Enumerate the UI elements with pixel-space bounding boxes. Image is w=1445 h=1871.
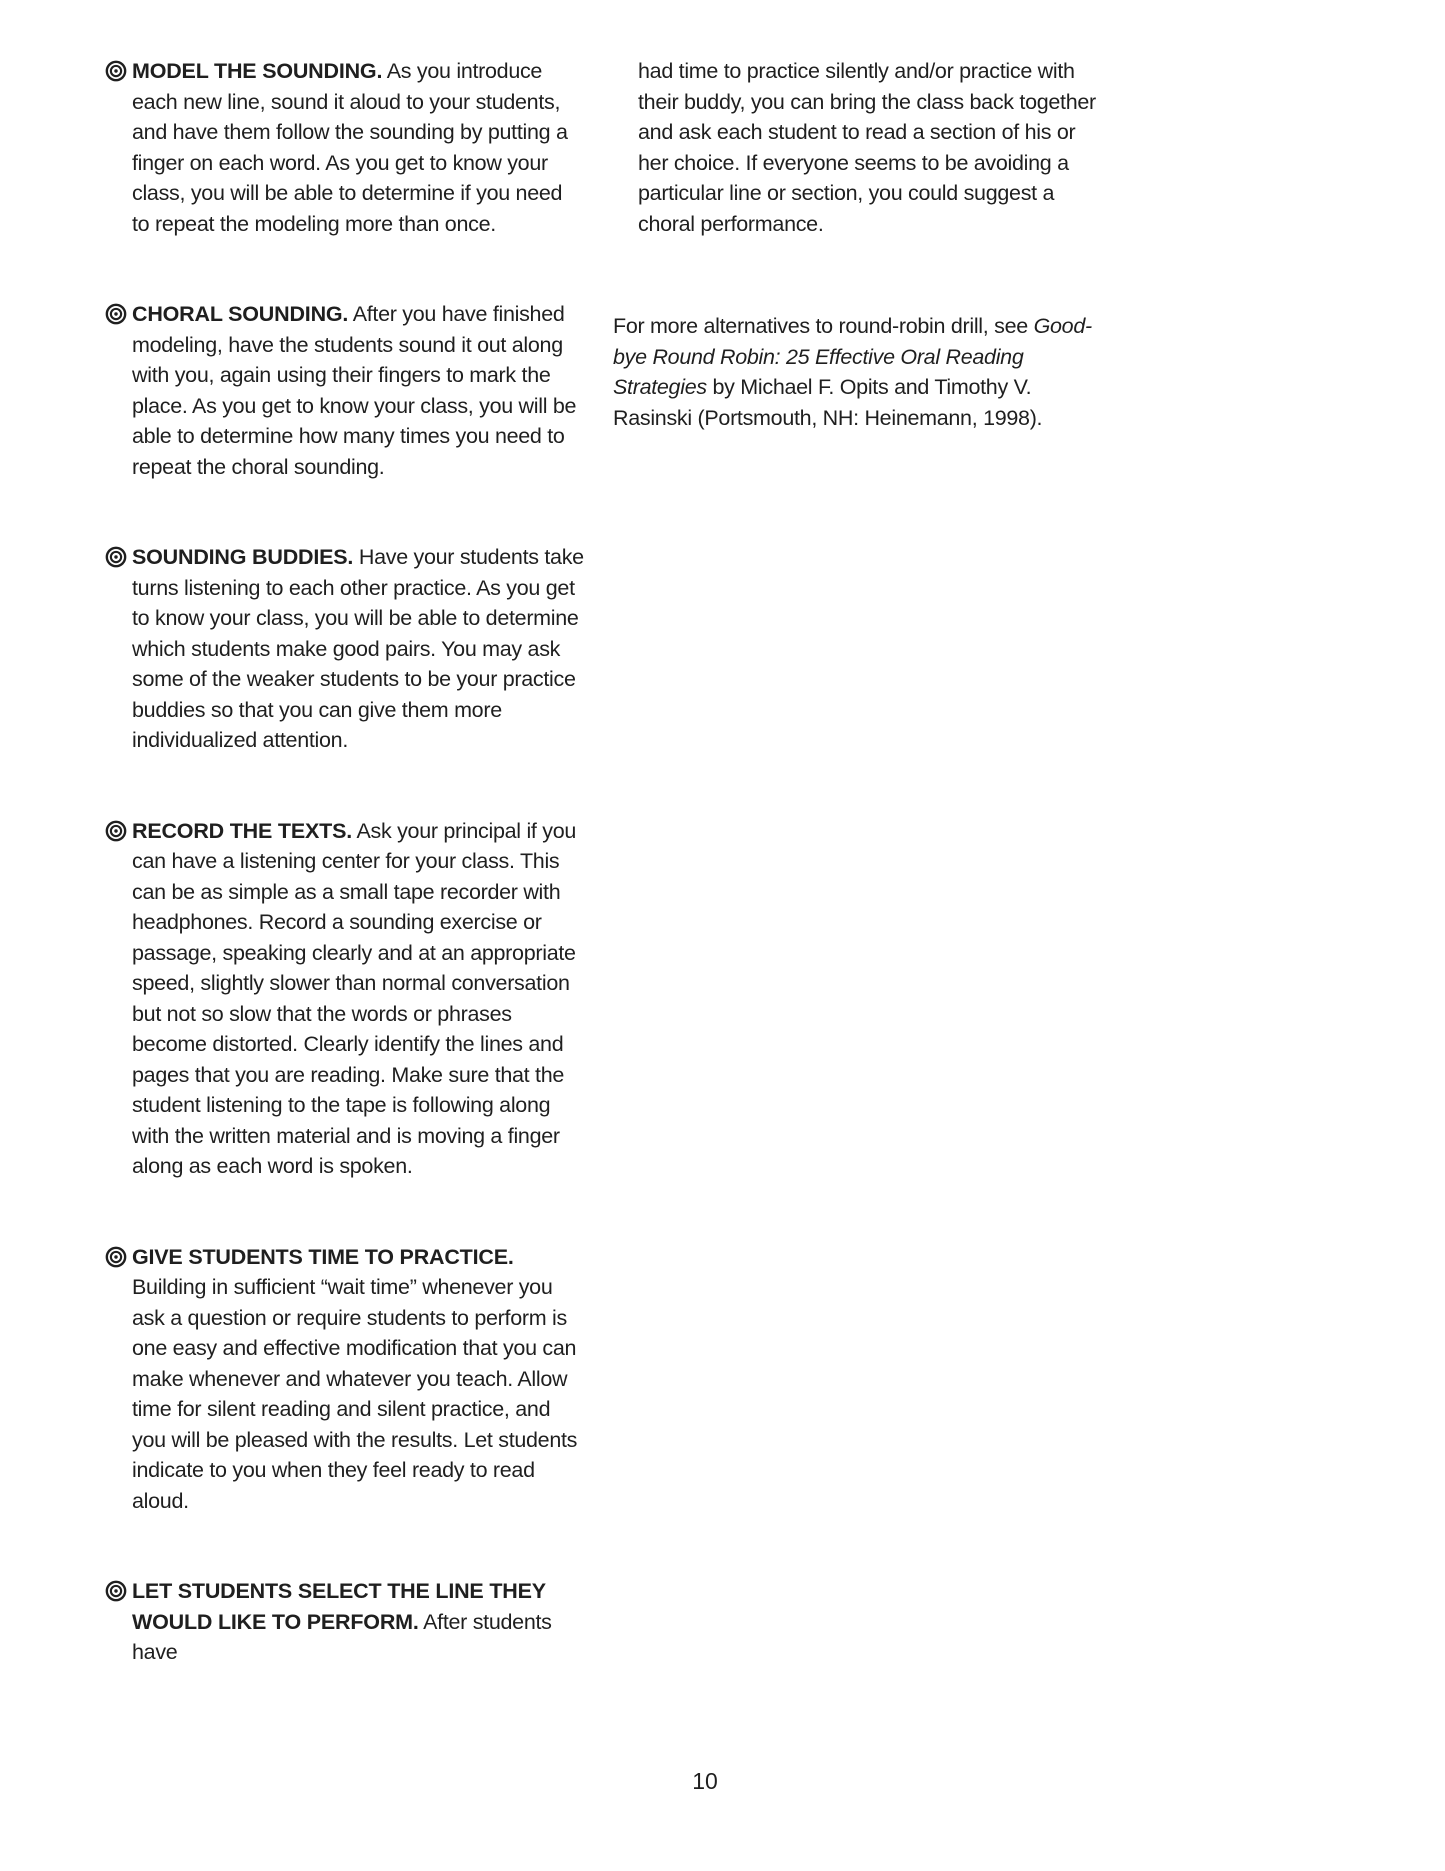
tip-heading: SOUNDING BUDDIES. xyxy=(132,545,354,569)
reference-book-title: Good-bye Round Robin: 25 Effective Oral Reading Strategies xyxy=(613,314,1092,399)
tip-heading: RECORD THE TEXTS. xyxy=(132,818,352,843)
tip-heading: LET STUDENTS SELECT THE LINE THEY WOULD LIKE TO PERFORM. xyxy=(132,1579,546,1634)
reference-paragraph xyxy=(613,311,1097,433)
reference-suffix: by Michael F. Opits and Timothy V. Rasinski (Portsmouth, NH: Heinemann, 1998). xyxy=(613,375,1043,430)
bullseye-bullet-icon xyxy=(105,546,127,568)
tip-item-record-the-texts xyxy=(105,816,585,1182)
tip-heading: GIVE STUDENTS TIME TO PRACTICE. xyxy=(132,1244,514,1269)
tip-paragraph xyxy=(132,299,585,482)
bullseye-bullet-icon xyxy=(105,1246,127,1268)
tip-paragraph xyxy=(132,542,585,756)
tip-body: Have your students take turns listening to each other practice. As you get to know your class, you will be able to determine which students make good pairs. You may ask some of the weaker students to be your practice buddies so that you can give them more individualized attention. xyxy=(132,545,584,752)
bullseye-bullet-icon xyxy=(105,60,127,82)
tip-item-give-students-time xyxy=(105,1242,585,1517)
tip-heading: MODEL THE SOUNDING. xyxy=(132,59,383,83)
reference-prefix: For more alternatives to round-robin drill, see xyxy=(613,314,1028,338)
tip-paragraph xyxy=(132,56,585,239)
right-column xyxy=(613,56,1097,433)
tip-heading: CHORAL SOUNDING. xyxy=(132,302,349,326)
tip-body: As you introduce each new line, sound it aloud to your students, and have them follow the sounding by putting a finger on each word. As you get to know your class, you will be able to determine if you need to repeat the modeling more than once. xyxy=(132,59,568,236)
tip-body: Building in sufficient “wait time” whenever you ask a question or require students to perform is one easy and effective modification that you can make whenever and whatever you teach. Allow time for silent reading and silent practice, and you will be pleased with the results. Let students indicate to you when they feel ready to read aloud. xyxy=(132,1275,578,1513)
continuation-paragraph: had time to practice silently and/or practice with their buddy, you can bring the class back together and ask each student to read a section of his or her choice. If everyone seems to be avoiding a particular line or section, you could suggest a choral performance. xyxy=(638,59,1096,236)
bullseye-bullet-icon xyxy=(105,1580,127,1602)
tip-body: After you have finished modeling, have the students sound it out along with you, again using their fingers to mark the place. As you get to know your class, you will be able to determine how many times you need to repeat the choral sounding. xyxy=(132,302,577,479)
tip-list xyxy=(105,56,585,1668)
tip-paragraph xyxy=(132,1242,585,1517)
bullseye-bullet-icon xyxy=(105,303,127,325)
page-number: 10 xyxy=(692,1768,718,1794)
tip-paragraph xyxy=(132,1576,585,1668)
left-column xyxy=(105,56,585,1728)
tip-item-let-students-select xyxy=(105,1576,585,1668)
tip-item-choral-sounding xyxy=(105,299,585,482)
tip-item-model-the-sounding xyxy=(105,56,585,239)
tip-body: After students have xyxy=(132,1609,552,1664)
tip-paragraph xyxy=(132,816,585,1182)
tip-item-sounding-buddies xyxy=(105,542,585,756)
bullseye-bullet-icon xyxy=(105,820,127,842)
tip-body: Ask your principal if you can have a listening center for your class. This can be as simple as a small tape recorder with headphones. Record a sounding exercise or passage, speaking clearly and at an appropriate speed, slightly slower than normal conversation but not so slow that the words or phrases become distorted. Clearly identify the lines and pages that you are reading. Make sure that the student listening to the tape is following along with the written material and is moving a finger along as each word is spoken. xyxy=(132,818,577,1178)
